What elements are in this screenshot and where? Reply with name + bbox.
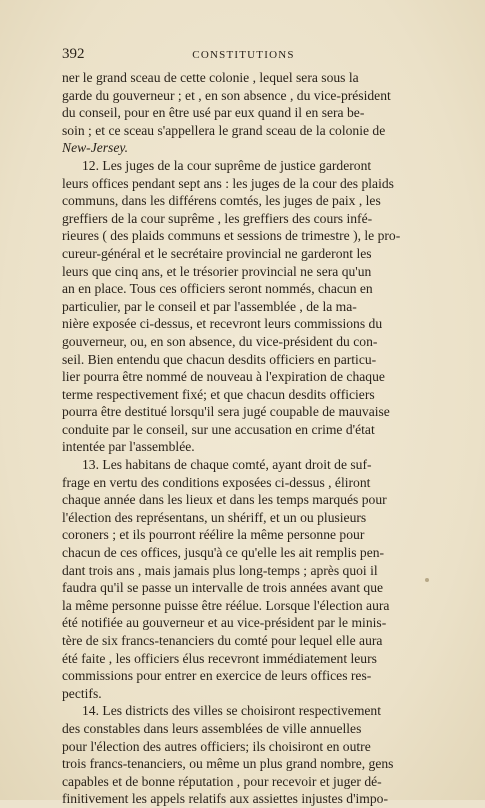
text-line: terme respectivement fixé; et que chacun desdits officiers xyxy=(62,386,375,402)
text-line: cureur-général et le secrétaire provincial ne garderont les xyxy=(62,245,372,261)
text-line: des constables dans leurs assemblées de ville annuelles xyxy=(62,720,362,736)
text-line: chacun de ces offices, jusqu'à ce qu'elle les ait remplis pen- xyxy=(62,545,385,561)
text-line: frage en vertu des conditions exposées ci-dessus , éliront xyxy=(62,474,371,490)
text-line: rieures ( des plaids communs et sessions de trimestre ), le pro- xyxy=(62,228,401,244)
text-line: gouverneur, ou, en son absence, du vice-président du con- xyxy=(62,333,378,349)
text-line: garde du gouverneur ; et , en son absence , du vice-président xyxy=(62,87,391,103)
text-line: l'élection des représentans, un shériff, et un ou plusieurs xyxy=(62,509,367,525)
text-line: New-Jersey. xyxy=(62,140,129,156)
text-line: la même personne puisse être réélue. Lorsque l'élection aura xyxy=(62,597,390,613)
text-line: dant trois ans , mais jamais plus long-temps ; après quoi il xyxy=(62,562,378,578)
text-line: ner le grand sceau de cette colonie , lequel sera sous la xyxy=(62,70,359,85)
text-line: coroners ; et ils pourront réélire la même personne pour xyxy=(62,527,365,543)
text-line: chaque année dans les lieux et dans les temps marqués pour xyxy=(62,492,387,508)
text-line: leurs que cinq ans, et le trésorier provincial ne sera qu'un xyxy=(62,263,372,279)
text-line: soin ; et ce sceau s'appellera le grand sceau de la colonie de xyxy=(62,122,386,138)
text-line: communs, dans les différens comtés, les juges de paix , les xyxy=(62,193,381,209)
text-line: pour l'élection des autres officiers; ils choisiront en outre xyxy=(62,738,371,754)
text-line: an en place. Tous ces officiers seront nommés, chacun en xyxy=(62,281,373,297)
text-line: été notifiée au gouverneur et au vice-président par le minis- xyxy=(62,615,387,631)
text-line: du conseil, pour en être usé par eux quand il en sera be- xyxy=(62,105,365,121)
text-line: trois francs-tenanciers, ou même un plus grand nombre, gens xyxy=(62,756,394,772)
text-line: été faite , les officiers élus recevront immédiatement leurs xyxy=(62,650,377,666)
text-line: seil. Bien entendu que chacun desdits officiers en particu- xyxy=(62,351,377,367)
paragraph-13-start: 13. Les habitans de chaque comté, ayant droit de suf- xyxy=(82,457,372,473)
text-line: greffiers de la cour suprême , les greffiers des cours infé- xyxy=(62,210,373,226)
running-title: CONSTITUTIONS xyxy=(192,49,295,61)
text-line: capables et de bonne réputation , pour recevoir et juger dé- xyxy=(62,773,382,789)
paragraph-12-start: 12. Les juges de la cour suprême de justice garderont xyxy=(82,157,372,173)
text-line: finitivement les appels relatifs aux assiettes injustes d'impo- xyxy=(62,791,388,807)
text-line: pectifs. xyxy=(62,685,102,701)
text-line: nière exposée ci-dessus, et recevront leurs commissions du xyxy=(62,316,383,332)
body-text xyxy=(62,69,428,808)
text-line: intentée par l'assemblée. xyxy=(62,439,195,455)
text-line: faudra qu'il se passe un intervalle de trois années avant que xyxy=(62,580,384,596)
paragraph-14-start: 14. Les districts des villes se choisiront respectivement xyxy=(82,703,381,719)
text-line: commissions pour entrer en exercice de leurs offices res- xyxy=(62,668,372,684)
text-line: conduite par le conseil, sur une accusation en crime d'état xyxy=(62,421,375,437)
text-line: pourra être destitué lorsqu'il sera jugé coupable de mauvaise xyxy=(62,404,390,420)
paper-stain xyxy=(425,578,429,582)
text-line: leurs offices pendant sept ans : les juges de la cour des plaids xyxy=(62,175,394,191)
page-header xyxy=(62,46,425,66)
text-line: lier pourra être nommé de nouveau à l'expiration de chaque xyxy=(62,369,385,385)
page-number: 392 xyxy=(62,46,85,62)
text-line: particulier, par le conseil et par l'assemblée , de la ma- xyxy=(62,298,357,314)
text-line: tère de six francs-tenanciers du comté pour lequel elle aura xyxy=(62,633,383,648)
